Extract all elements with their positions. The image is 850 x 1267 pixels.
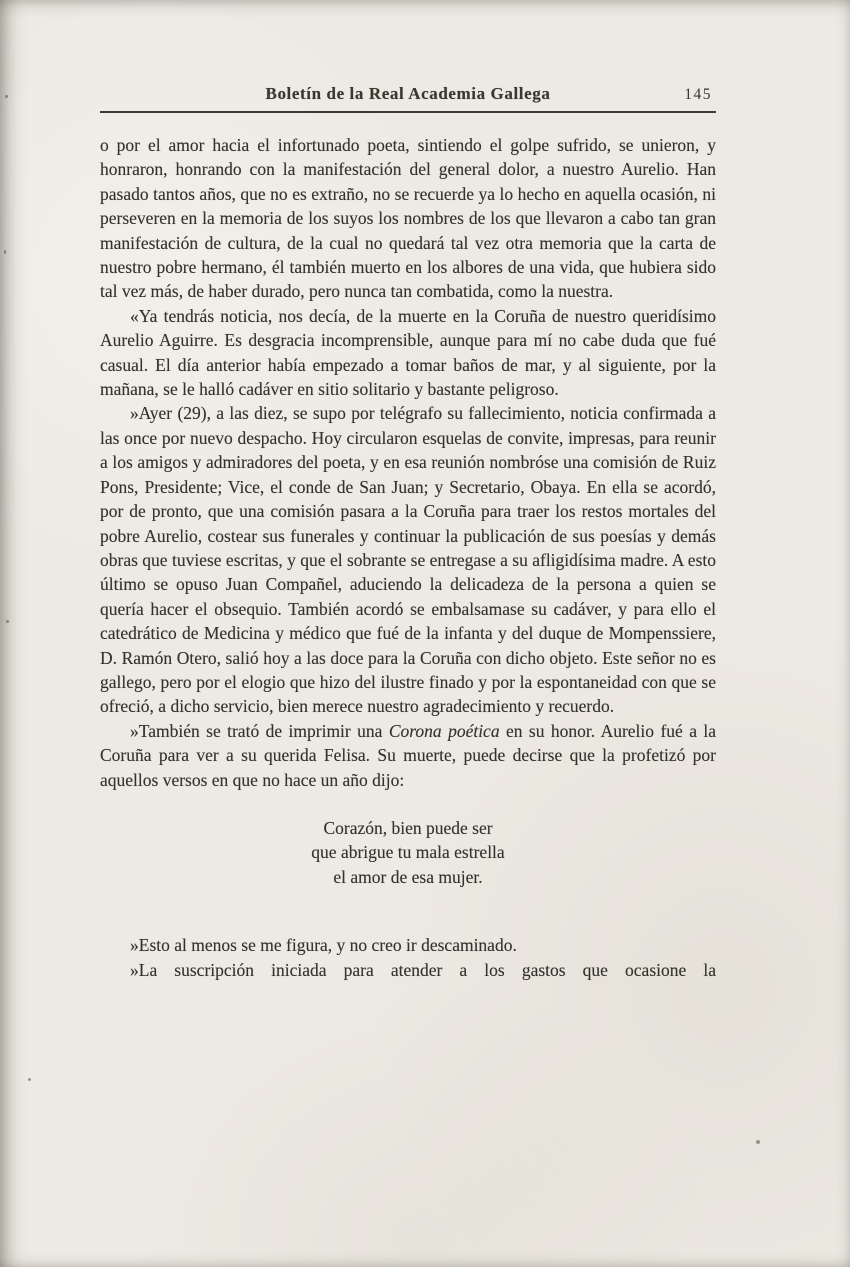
page-content [100,84,716,982]
verse-line-1: Corazón, bien puede ser [323,817,493,838]
verse-line-3: el amor de esa mujer. [333,866,483,887]
page-header [100,84,716,113]
page-body [100,133,716,982]
verse-line-2: que abrigue tu mala estrella [311,842,505,863]
scan-speck [6,620,9,623]
page-number: 145 [684,86,712,103]
paragraph-2: «Ya tendrás noticia, nos decía, de la muerte en la Coruña de nuestro queridísimo Aurelio Aguirre. Es desgracia incomprensible, aunque para mí no cabe duda que fué casual. El día anterior había empezado a tomar baños de mar, y al siguiente, por la mañana, se le halló cadáver en sitio solitario y bastante peligroso. [100,305,716,400]
paragraph-4 [100,719,716,792]
paragraph-6: »La suscripción iniciada para atender a los gastos que ocasione la [130,959,716,980]
scan-speck [28,1078,31,1081]
paragraph-4-text-after: en su honor. Aurelio fué a la Coruña para ver a su querida Felisa. Su muerte, puede decirse que la profetizó por aquellos versos en que no hace un año dijo: [100,720,717,790]
paragraph-1: o por el amor hacia el infortunado poeta, sintiendo el golpe sufrido, se unieron, y honraron, honrando con la manifestación del general dolor, a nuestro Aurelio. Han pasado tantos años, que no es extraño, no se recuerde ya lo hecho en aquella ocasión, ni perseveren en la memoria de los suyos los nombres de los que llevaron a cabo tan gran manifestación de cultura, de la cual no quedará tal vez otra memoria que la carta de nuestro pobre hermano, él también muerto en los albores de una vida, que hubiera sido tal vez más, de haber durado, pero nunca tan combatida, como la nuestra. [100,135,716,302]
journal-title: Boletín de la Real Academia Gallega [265,84,551,103]
paragraph-3: »Ayer (29), a las diez, se supo por telégrafo su fallecimiento, noticia confirmada a las once por nuevo despacho. Hoy circularon esquelas de convite, impresas, para reunir a los amigos y admiradores del poeta, y en esa reunión nombróse una comisión de Ruiz Pons, Presidente; Vice, el conde de San Juan; y Secretario, Obaya. En ella se acordó, por de pronto, que una comisión pasara a la Coruña para traer los restos mortales del pobre Aurelio, costear sus funerales y continuar la publicación de sus poesías y demás obras que tuviese escritas, y que el sobrante se entregase a su afligidísima madre. A esto último se opuso Juan Compañel, aduciendo la delicadeza de la persona a quien se quería hacer el obsequio. También acordó se embalsamase su cadáver, y para ello el catedrático de Medicina y médico que fué de la infanta y del duque de Mompenssiere, D. Ramón Otero, salió hoy a las doce para la Coruña con dicho objeto. Este señor no es gallego, pero por el elogio que hizo del ilustre finado y por la espontaneidad con que se ofreció, a dicho servicio, bien merece nuestro agradecimiento y recuerdo. [100,403,716,717]
verse-block [100,816,716,889]
scan-speck [4,250,6,254]
paragraph-4-text-before: »También se trató de imprimir una [130,720,389,741]
work-title-corona-poetica: Corona poética [388,720,500,741]
paragraph-5: »Esto al menos se me figura, y no creo ir descaminado. [130,935,517,956]
scan-speck [756,1140,760,1144]
scan-speck [5,95,8,98]
